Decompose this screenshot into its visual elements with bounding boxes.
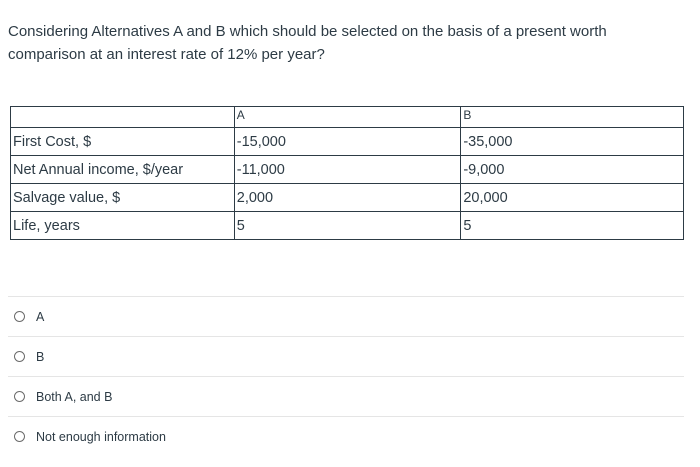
table-cell: Net Annual income, $/year (11, 156, 235, 184)
table-cell: -35,000 (461, 128, 684, 156)
answer-option-label: A (36, 309, 45, 324)
table-cell: Salvage value, $ (11, 184, 235, 212)
table-cell: 5 (234, 212, 461, 240)
answer-option-label: B (36, 349, 45, 364)
table-row (11, 184, 684, 212)
answer-option-label: Not enough information (36, 429, 166, 444)
table-cell: 20,000 (461, 184, 684, 212)
answer-options (8, 296, 684, 456)
table-header-cell (11, 107, 235, 128)
table-cell: -9,000 (461, 156, 684, 184)
answer-option-b[interactable] (8, 336, 684, 376)
table-header-row (11, 107, 684, 128)
table-cell: 5 (461, 212, 684, 240)
table-cell: Life, years (11, 212, 235, 240)
radio-button[interactable] (14, 391, 25, 402)
table-header-cell: A (234, 107, 461, 128)
table-row (11, 156, 684, 184)
radio-button[interactable] (14, 431, 25, 442)
answer-option-label: Both A, and B (36, 389, 113, 404)
table-cell: -15,000 (234, 128, 461, 156)
radio-button[interactable] (14, 351, 25, 362)
table-header-cell: B (461, 107, 684, 128)
table-row (11, 212, 684, 240)
alternatives-table (10, 106, 684, 240)
answer-option-both[interactable] (8, 376, 684, 416)
table-cell: 2,000 (234, 184, 461, 212)
question-text: Considering Alternatives A and B which should be selected on the basis of a present worth comparison at an interest rate of 12% per year? (8, 23, 607, 63)
table-cell: First Cost, $ (11, 128, 235, 156)
table-row (11, 128, 684, 156)
answer-option-a[interactable] (8, 296, 684, 336)
radio-button[interactable] (14, 311, 25, 322)
answer-option-not-enough-info[interactable] (8, 416, 684, 456)
table-cell: -11,000 (234, 156, 461, 184)
